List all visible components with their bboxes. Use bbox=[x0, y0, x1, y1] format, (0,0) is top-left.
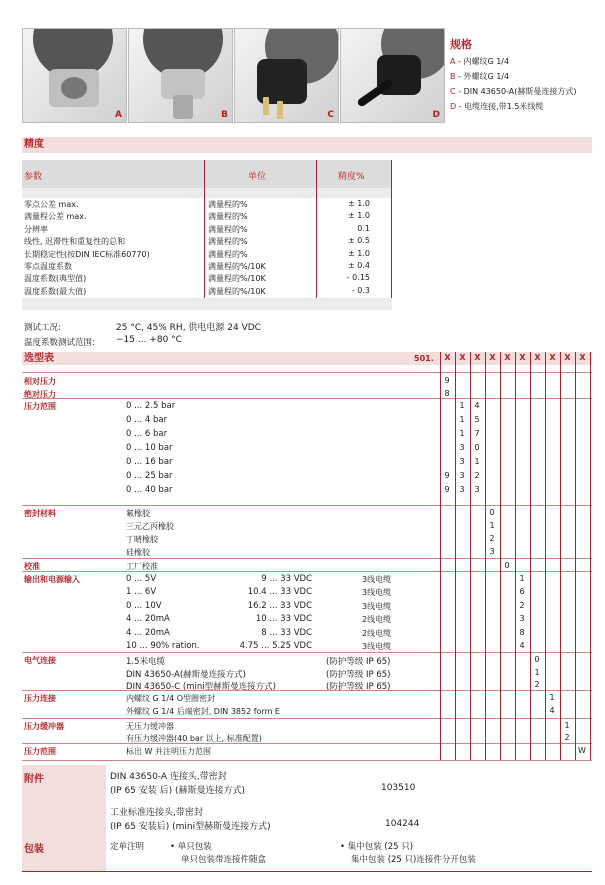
bulk-pack-sub: 集中包装 (25 只)连接件分开包装 bbox=[351, 855, 476, 865]
buffer-code: 2 bbox=[564, 733, 570, 742]
prange-text: 标出 W 并注明压力范围 bbox=[126, 747, 211, 756]
accuracy-row-param: 线性, 迟滞性和重复性的总和 bbox=[24, 237, 126, 247]
range-code-3: 2 bbox=[474, 471, 480, 480]
specs-title: 规格 bbox=[450, 38, 472, 51]
accuracy-row-unit: 满量程的% bbox=[208, 212, 248, 222]
selection-separator bbox=[22, 372, 592, 373]
accuracy-row-param: 长期稳定性(按DIN IEC标准60770) bbox=[24, 249, 150, 259]
accuracy-row-acc: - 0.15 bbox=[346, 273, 370, 283]
output-text: 1 ... 6V bbox=[126, 587, 157, 598]
range-value: −15 ... +80 °C bbox=[116, 335, 182, 345]
range-code-2: 1 bbox=[459, 429, 465, 438]
code-column-divider bbox=[560, 364, 561, 760]
range-code-1: 9 bbox=[444, 485, 450, 494]
accuracy-row-acc: ± 0.4 bbox=[348, 261, 370, 270]
range-code-3: 3 bbox=[474, 485, 480, 494]
buffer-code: 1 bbox=[564, 721, 570, 730]
test-value: 25 °C, 45% RH, 供电电源 24 VDC bbox=[116, 323, 261, 333]
seal-code: 0 bbox=[489, 508, 495, 517]
accuracy-row-param: 温度系数(典型值) bbox=[24, 274, 87, 284]
elec-code: 0 bbox=[534, 655, 540, 664]
output-code: 8 bbox=[519, 627, 525, 637]
calib-section-label: 校准 bbox=[24, 562, 40, 571]
selection-separator bbox=[22, 505, 592, 506]
range-code-3: 1 bbox=[474, 457, 480, 466]
output-code: 6 bbox=[519, 587, 525, 597]
pconn-section-label: 压力连接 bbox=[24, 694, 56, 703]
accuracy-row-acc: - 0.3 bbox=[351, 285, 370, 295]
accuracy-row-unit: 满量程的% bbox=[208, 224, 248, 234]
accuracy-row-acc: ± 1.0 bbox=[348, 211, 370, 221]
photo-label: A bbox=[115, 110, 122, 120]
acc-item-1-line1: DIN 43650-A 连接头,带密封 bbox=[110, 772, 227, 782]
output-supply: 9 ... 33 VDC bbox=[261, 574, 312, 584]
elec-protection: (防护等级 IP 65) bbox=[326, 682, 391, 692]
output-supply: 10.4 ... 33 VDC bbox=[247, 587, 312, 598]
output-wire: 2线电缆 bbox=[362, 628, 392, 638]
acc-item-2-line1: 工业标准连接头,带密封 bbox=[110, 808, 203, 818]
accuracy-header-acc: 精度% bbox=[338, 172, 365, 182]
accessories-label: 附件 bbox=[24, 774, 44, 785]
single-pack: • 单只包装 bbox=[170, 842, 212, 852]
code-column-divider bbox=[590, 352, 591, 760]
code-placeholder-x: X bbox=[530, 352, 544, 364]
test-label: 测试工况: bbox=[24, 323, 61, 333]
selection-separator bbox=[22, 652, 592, 653]
output-text: 0 ... 5V bbox=[126, 574, 157, 584]
code-column-divider bbox=[575, 364, 576, 760]
single-pack-sub: 单只包装带连接件随盒 bbox=[181, 855, 267, 865]
output-wire: 3线电缆 bbox=[362, 601, 392, 611]
seal-code: 3 bbox=[489, 547, 495, 556]
output-text: 10 ... 90% ration. bbox=[126, 641, 200, 651]
acc-item-1-code: 103510 bbox=[381, 783, 416, 793]
code-column-divider bbox=[530, 364, 531, 760]
selection-separator bbox=[22, 398, 592, 399]
accuracy-row-param: 零点温度系数 bbox=[24, 262, 72, 271]
acc-item-1-line2: (IP 65 安装 后) (赫斯曼连接方式) bbox=[110, 786, 246, 796]
code-placeholder-x: X bbox=[545, 352, 559, 364]
photo-b bbox=[128, 28, 233, 123]
seal-code: 1 bbox=[489, 521, 495, 530]
acc-item-2-code: 104244 bbox=[385, 819, 420, 829]
calib-code: 0 bbox=[504, 561, 510, 570]
range-text: 0 ... 2.5 bar bbox=[126, 401, 176, 411]
elec-section-label: 电气连接 bbox=[24, 656, 56, 665]
range-code-2: 1 bbox=[459, 415, 465, 424]
output-supply: 10 ... 33 VDC bbox=[255, 614, 312, 625]
absolute-pressure-code: 8 bbox=[444, 389, 450, 398]
seal-text: 硅橡胶 bbox=[126, 548, 150, 557]
accuracy-row-param: 零点公差 max. bbox=[24, 200, 79, 209]
output-section-label: 输出和电源输入 bbox=[24, 575, 80, 584]
photo-d bbox=[340, 28, 445, 123]
photo-label: B bbox=[221, 110, 228, 120]
photo-a bbox=[22, 28, 127, 123]
accuracy-row-param: 满量程公差 max. bbox=[24, 212, 87, 222]
calib-text: 工厂校准 bbox=[126, 562, 158, 571]
output-code: 3 bbox=[519, 614, 525, 624]
selection-separator bbox=[22, 760, 592, 761]
accuracy-row-acc: ± 1.0 bbox=[348, 199, 370, 208]
code-placeholder-x: X bbox=[455, 352, 469, 364]
accuracy-row-param: 温度系数(最大值) bbox=[24, 286, 87, 296]
selection-separator bbox=[22, 690, 592, 691]
code-placeholder-x: X bbox=[500, 352, 514, 364]
range-section-label: 压力范围 bbox=[24, 402, 56, 411]
code-placeholder-x: X bbox=[515, 352, 529, 364]
buffer-section-label: 压力缓冲器 bbox=[24, 722, 64, 731]
photo-label: C bbox=[327, 110, 334, 120]
photo-label: D bbox=[432, 110, 440, 120]
elec-code: 1 bbox=[534, 667, 540, 677]
accuracy-row-acc: ± 1.0 bbox=[348, 248, 370, 258]
code-placeholder-x: X bbox=[485, 352, 499, 364]
output-text: 0 ... 10V bbox=[126, 600, 162, 611]
seal-text: 三元乙丙橡胶 bbox=[126, 522, 174, 531]
prange-code: W bbox=[578, 746, 586, 755]
buffer-text: 无压力缓冲器 bbox=[126, 722, 174, 731]
range-code-3: 4 bbox=[474, 401, 480, 410]
accuracy-header bbox=[22, 160, 392, 188]
buffer-text: 有压力缓冲器(40 bar 以上, 标准配置) bbox=[126, 734, 262, 743]
range-text: 0 ... 16 bar bbox=[126, 457, 173, 467]
code-column-divider bbox=[515, 364, 516, 760]
code-placeholder-x: X bbox=[575, 352, 589, 364]
elec-protection: (防护等级 IP 65) bbox=[326, 669, 391, 680]
absolute-pressure-label: 绝对压力 bbox=[24, 390, 56, 399]
pconn-code: 1 bbox=[549, 693, 555, 702]
output-wire: 3线电缆 bbox=[362, 588, 392, 598]
output-supply: 16.2 ... 33 VDC bbox=[247, 600, 312, 611]
range-code-2: 1 bbox=[459, 401, 465, 410]
selection-separator bbox=[22, 743, 592, 744]
output-supply: 8 ... 33 VDC bbox=[261, 627, 312, 638]
selection-separator bbox=[22, 558, 592, 559]
selection-separator bbox=[22, 571, 592, 572]
range-text: 0 ... 40 bar bbox=[126, 485, 173, 495]
elec-code: 2 bbox=[534, 680, 540, 689]
spec-item-a: A - 内螺纹G 1/4 bbox=[450, 57, 510, 66]
accuracy-row-acc: 0.1 bbox=[357, 223, 370, 233]
accuracy-row-unit: 满量程的%/10K bbox=[208, 274, 266, 284]
selection-section-title: 选型表 bbox=[22, 352, 592, 365]
range-text: 0 ... 4 bar bbox=[126, 415, 168, 425]
spec-item-c: C - DIN 43650-A(赫斯曼连接方式) bbox=[450, 87, 577, 96]
code-placeholder-x: X bbox=[560, 352, 574, 364]
range-text: 0 ... 25 bar bbox=[126, 471, 173, 481]
accuracy-row-unit: 满量程的%/10K bbox=[208, 262, 266, 271]
accuracy-row-unit: 满量程的% bbox=[208, 237, 248, 247]
elec-text: DIN 43650-A(赫斯曼连接方式) bbox=[126, 669, 246, 680]
elec-text: 1.5米电缆 bbox=[126, 657, 166, 667]
range-text: 0 ... 10 bar bbox=[126, 443, 173, 453]
code-column-divider bbox=[485, 364, 486, 760]
range-code-2: 3 bbox=[459, 485, 465, 494]
range-code-2: 3 bbox=[459, 471, 465, 480]
packaging-label: 包装 bbox=[24, 844, 44, 855]
output-text: 4 ... 20mA bbox=[126, 614, 170, 625]
seal-section-label: 密封材料 bbox=[24, 509, 56, 518]
range-text: 0 ... 6 bar bbox=[126, 429, 168, 439]
seal-text: 丁晴橡胶 bbox=[126, 535, 158, 544]
accuracy-section-title: 精度 bbox=[22, 137, 592, 153]
range-code-3: 7 bbox=[474, 429, 480, 438]
code-placeholder-x: X bbox=[440, 352, 454, 364]
pconn-text: 内螺纹 G 1/4 O型圈密封 bbox=[126, 694, 215, 703]
output-text: 4 ... 20mA bbox=[126, 627, 170, 638]
relative-pressure-code: 9 bbox=[444, 376, 450, 385]
accuracy-header-unit: 单位 bbox=[248, 172, 267, 182]
selection-separator bbox=[22, 718, 592, 719]
output-code: 2 bbox=[519, 600, 525, 610]
range-code-2: 3 bbox=[459, 443, 465, 452]
order-note: 定单注明 bbox=[110, 842, 145, 852]
accuracy-row-unit: 满量程的% bbox=[208, 249, 248, 259]
seal-code: 2 bbox=[489, 534, 495, 543]
accuracy-row-acc: ± 0.5 bbox=[348, 236, 370, 246]
range-code-3: 0 bbox=[474, 443, 480, 452]
accuracy-row-unit: 满量程的% bbox=[208, 200, 248, 209]
range-code-2: 3 bbox=[459, 457, 465, 466]
photo-c bbox=[234, 28, 339, 123]
output-code: 4 bbox=[519, 641, 525, 650]
prange-section-label: 压力范围 bbox=[24, 747, 56, 756]
accuracy-row-param: 分辨率 bbox=[24, 224, 48, 234]
bulk-pack: • 集中包装 (25 只) bbox=[340, 842, 414, 852]
seal-text: 氟橡胶 bbox=[126, 509, 150, 518]
code-prefix: 501. bbox=[414, 354, 434, 363]
spec-item-b: B - 外螺纹G 1/4 bbox=[450, 72, 510, 81]
output-code: 1 bbox=[519, 574, 525, 583]
range-code-3: 5 bbox=[474, 415, 480, 424]
accuracy-header-param: 参数 bbox=[24, 172, 43, 182]
elec-protection: (防护等级 IP 65) bbox=[326, 657, 391, 667]
output-wire: 2线电缆 bbox=[362, 615, 392, 625]
relative-pressure-label: 相对压力 bbox=[24, 377, 56, 386]
code-column-divider bbox=[440, 364, 441, 760]
elec-text: DIN 43650-C (mini型赫斯曼连接方式) bbox=[126, 682, 276, 692]
code-placeholder-x: X bbox=[470, 352, 484, 364]
output-wire: 3线电缆 bbox=[362, 575, 392, 584]
acc-item-2-line2: (IP 65 安装后) (mini型赫斯曼连接方式) bbox=[110, 822, 271, 832]
accuracy-row-unit: 满量程的%/10K bbox=[208, 286, 266, 296]
range-label: 温度系数测试范围: bbox=[24, 338, 95, 348]
output-supply: 4.75 ... 5.25 VDC bbox=[239, 641, 312, 651]
pconn-text: 外螺纹 G 1/4 后端密封, DIN 3852 form E bbox=[126, 707, 280, 716]
pconn-code: 4 bbox=[549, 706, 555, 715]
range-code-1: 9 bbox=[444, 471, 450, 480]
spec-item-d: D - 电缆连接,带1.5米线缆 bbox=[450, 102, 544, 111]
output-wire: 3线电缆 bbox=[362, 642, 392, 651]
